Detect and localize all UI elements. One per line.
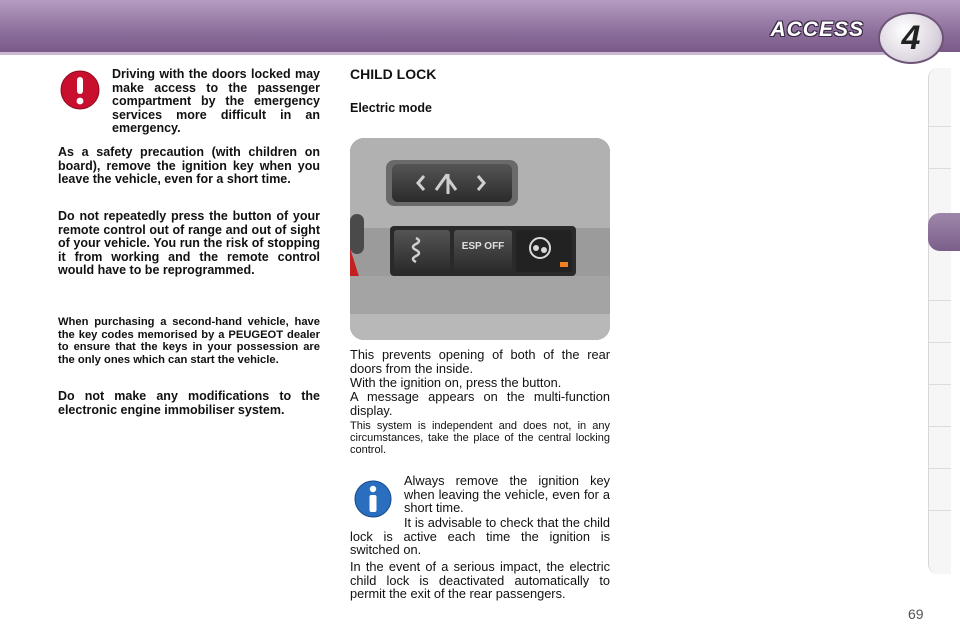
tab-divider: [929, 510, 951, 511]
info-impact-deactivation: In the event of a serious impact, the electric child lock is deactivated automatically to permit the exit of the rear passengers.: [350, 559, 610, 601]
tab-divider: [929, 342, 951, 343]
child-lock-title: CHILD LOCK: [350, 66, 437, 82]
child-lock-description: This prevents opening of both of the rear doors from the inside.: [350, 347, 610, 376]
warning-icon: [60, 70, 100, 115]
tab-divider: [929, 384, 951, 385]
section-title: ACCESS: [770, 18, 864, 41]
chapter-tab-active[interactable]: [928, 213, 960, 251]
electric-mode-subtitle: Electric mode: [350, 101, 432, 115]
press-button-instruction: With the ignition on, press the button.: [350, 375, 562, 390]
independent-system-note: This system is independent and does not, in any circumstances, take the place of the central locking control.: [350, 420, 610, 457]
chapter-number: 4: [901, 18, 921, 57]
page-number: 69: [908, 606, 924, 622]
tab-divider: [929, 168, 951, 169]
tab-divider: [929, 426, 951, 427]
tab-divider: [929, 468, 951, 469]
child-lock-button-photo: [350, 138, 610, 340]
chapter-badge: [878, 12, 944, 64]
info-remove-key: Always remove the ignition key when leaving the vehicle, even for a short time.: [404, 473, 610, 515]
second-hand-paragraph: When purchasing a second-hand vehicle, have the key codes memorised by a PEUGEOT dealer to ensure that the keys in your possession are the only ones which can start the vehicle.: [58, 316, 320, 366]
chapter-tabs: [928, 68, 951, 574]
display-message-text: A message appears on the multi-function display.: [350, 389, 610, 418]
warning-text: Driving with the doors locked may make access to the passenger compartment by the emergency services more difficult in an emergency.: [112, 67, 320, 135]
tab-divider: [929, 300, 951, 301]
safety-paragraph: As a safety precaution (with children on board), remove the ignition key when you leave the vehicle, even for a short time.: [58, 145, 320, 186]
header-shadow: [0, 52, 900, 55]
tab-divider: [929, 126, 951, 127]
immobiliser-paragraph: Do not make any modifications to the electronic engine immobiliser system.: [58, 389, 320, 417]
info-check-lock: It is advisable to check that the child lock is active each time the ignition is switched on.: [350, 515, 610, 557]
remote-control-paragraph: Do not repeatedly press the button of your remote control out of range and out of sight of your vehicle. You run the risk of stopping it from working and the remote control would have to be reprogrammed.: [58, 209, 320, 277]
esp-label: ESP OFF: [461, 241, 505, 252]
